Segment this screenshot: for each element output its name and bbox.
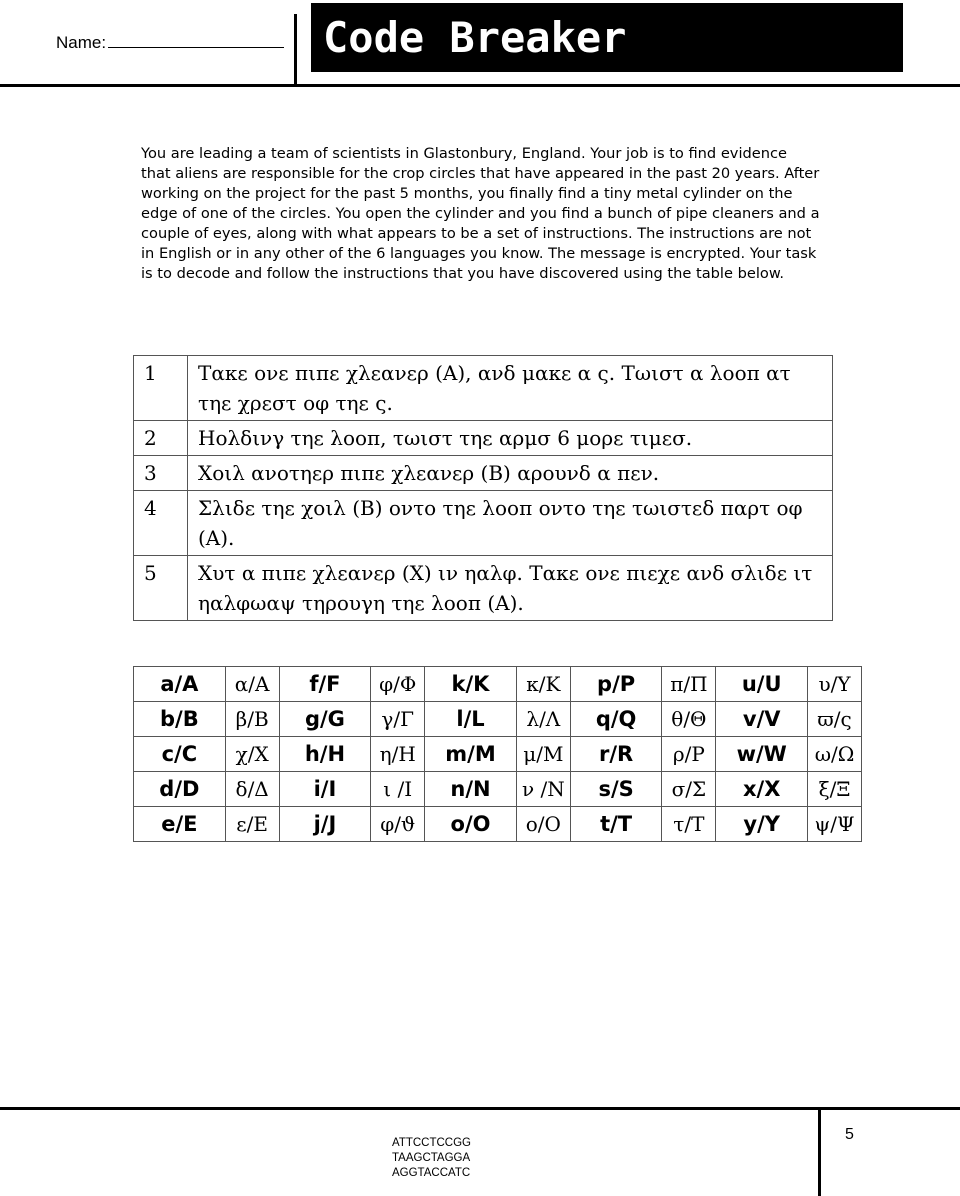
- key-row: [134, 667, 862, 702]
- instruction-number: 4: [134, 491, 188, 556]
- key-latin-cell: a/A: [134, 667, 226, 702]
- instruction-text: Σλιδε τηε χοιλ (Β) οντο τηε λοοπ οντο τηε τωιστεδ παρτ οφ (Α).: [188, 491, 833, 556]
- header-divider-horizontal: [0, 84, 960, 87]
- name-field: [56, 33, 284, 53]
- key-greek-cell: α/Α: [225, 667, 279, 702]
- encrypted-instructions-table: [133, 355, 833, 621]
- key-greek-cell: λ/Λ: [516, 702, 570, 737]
- key-greek-cell: θ/Θ: [662, 702, 716, 737]
- key-latin-cell: w/W: [716, 737, 808, 772]
- dna-line: TAAGCTAGGA: [392, 1152, 471, 1164]
- key-greek-cell: η/Η: [371, 737, 425, 772]
- key-greek-cell: ϖ/ς: [808, 702, 862, 737]
- key-greek-cell: ν /Ν: [516, 772, 570, 807]
- key-latin-cell: x/X: [716, 772, 808, 807]
- instruction-row: [134, 421, 833, 456]
- intro-paragraph: You are leading a team of scientists in Glastonbury, England. Your job is to find evidence that aliens are responsible for the crop circles that have appeared in the past 20 years. After working on the project for the past 5 months, you finally find a tiny metal cylinder on the edge of one of the circles. You open the cylinder and you find a bunch of pipe cleaners and a couple of eyes, along with what appears to be a set of instructions. The instructions are not in English or in any other of the 6 languages you know. The message is encrypted. Your task is to decode and follow the instructions that you have discovered using the table below.: [141, 145, 820, 282]
- key-latin-cell: m/M: [425, 737, 517, 772]
- key-row: [134, 702, 862, 737]
- key-latin-cell: j/J: [279, 807, 371, 842]
- key-greek-cell: ξ/Ξ: [808, 772, 862, 807]
- key-latin-cell: o/O: [425, 807, 517, 842]
- key-latin-cell: e/E: [134, 807, 226, 842]
- instruction-number: 1: [134, 356, 188, 421]
- key-latin-cell: s/S: [570, 772, 662, 807]
- key-latin-cell: c/C: [134, 737, 226, 772]
- instruction-text: Ηολδινγ τηε λοοπ, τωιστ τηε αρμσ 6 μορε τιμεσ.: [188, 421, 833, 456]
- dna-line: ATTCCTCCGG: [392, 1137, 472, 1149]
- key-latin-cell: p/P: [570, 667, 662, 702]
- key-latin-cell: i/I: [279, 772, 371, 807]
- key-row: [134, 807, 862, 842]
- key-greek-cell: σ/Σ: [662, 772, 716, 807]
- key-greek-cell: υ/Υ: [808, 667, 862, 702]
- name-label: Name:: [56, 33, 107, 52]
- instruction-text: Τακε ονε πιπε χλεανερ (Α), ανδ μακε α ς. Τωιστ α λοοπ ατ τηε χρεστ οφ τηε ς.: [188, 356, 833, 421]
- instruction-number: 5: [134, 556, 188, 621]
- key-greek-cell: ω/Ω: [808, 737, 862, 772]
- key-greek-cell: χ/Χ: [225, 737, 279, 772]
- instruction-text: Χυτ α πιπε χλεανερ (Χ) ιν ηαλφ. Τακε ονε πιεχε ανδ σλιδε ιτ ηαλφωαψ τηρουγη τηε λοοπ (Α).: [188, 556, 833, 621]
- key-greek-cell: δ/Δ: [225, 772, 279, 807]
- key-latin-cell: n/N: [425, 772, 517, 807]
- key-greek-cell: γ/Γ: [371, 702, 425, 737]
- key-latin-cell: t/T: [570, 807, 662, 842]
- instruction-row: [134, 356, 833, 421]
- page-title: Code Breaker: [311, 3, 903, 72]
- key-latin-cell: g/G: [279, 702, 371, 737]
- key-greek-cell: π/Π: [662, 667, 716, 702]
- instruction-row: [134, 456, 833, 491]
- key-latin-cell: f/F: [279, 667, 371, 702]
- key-greek-cell: μ/Μ: [516, 737, 570, 772]
- instruction-row: [134, 491, 833, 556]
- instruction-number: 2: [134, 421, 188, 456]
- key-greek-cell: φ/Φ: [371, 667, 425, 702]
- key-latin-cell: q/Q: [570, 702, 662, 737]
- key-greek-cell: ψ/Ψ: [808, 807, 862, 842]
- instruction-row: [134, 556, 833, 621]
- key-latin-cell: k/K: [425, 667, 517, 702]
- dna-sequence: [392, 1136, 471, 1181]
- key-latin-cell: b/B: [134, 702, 226, 737]
- key-row: [134, 772, 862, 807]
- page-number: 5: [845, 1126, 854, 1143]
- key-latin-cell: d/D: [134, 772, 226, 807]
- key-greek-cell: κ/Κ: [516, 667, 570, 702]
- cipher-key-table: [133, 666, 862, 842]
- header-divider-vertical: [294, 14, 297, 86]
- key-latin-cell: u/U: [716, 667, 808, 702]
- key-latin-cell: y/Y: [716, 807, 808, 842]
- key-greek-cell: φ/ϑ: [371, 807, 425, 842]
- key-greek-cell: ε/Ε: [225, 807, 279, 842]
- name-blank-line[interactable]: [108, 33, 284, 48]
- key-greek-cell: ο/Ο: [516, 807, 570, 842]
- footer-divider-horizontal: [0, 1107, 960, 1110]
- dna-line: AGGTACCATC: [392, 1167, 471, 1179]
- key-row: [134, 737, 862, 772]
- key-latin-cell: h/H: [279, 737, 371, 772]
- key-latin-cell: v/V: [716, 702, 808, 737]
- key-latin-cell: r/R: [570, 737, 662, 772]
- key-greek-cell: ρ/Ρ: [662, 737, 716, 772]
- key-greek-cell: ι /Ι: [371, 772, 425, 807]
- key-greek-cell: τ/Τ: [662, 807, 716, 842]
- instruction-number: 3: [134, 456, 188, 491]
- footer-divider-vertical: [818, 1107, 821, 1196]
- key-latin-cell: l/L: [425, 702, 517, 737]
- instruction-text: Χοιλ ανοτηερ πιπε χλεανερ (Β) αρουνδ α πεν.: [188, 456, 833, 491]
- key-greek-cell: β/Β: [225, 702, 279, 737]
